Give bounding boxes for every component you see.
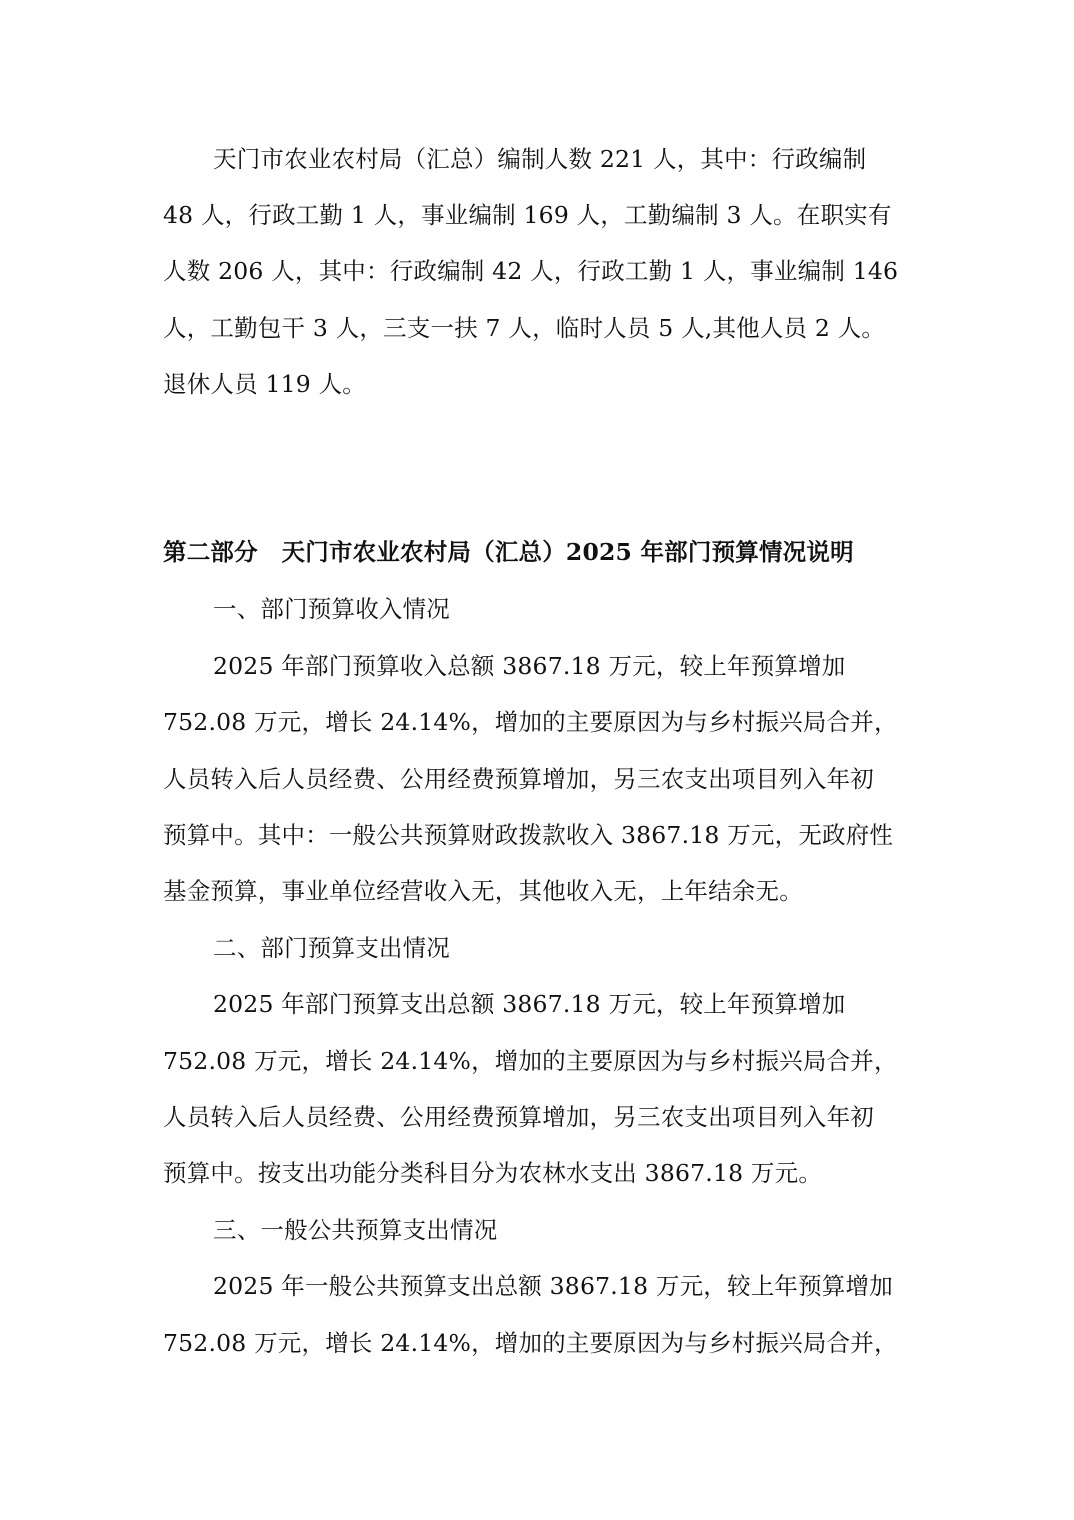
intro-line-5: 退休人员 119 人。 — [163, 370, 366, 398]
section2-line-3: 人员转入后人员经费、公用经费预算增加，另三农支出项目列入年初 — [163, 1103, 874, 1131]
section3-line-1: 2025 年一般公共预算支出总额 3867.18 万元，较上年预算增加 — [213, 1272, 893, 1300]
section1-line-1: 2025 年部门预算收入总额 3867.18 万元，较上年预算增加 — [213, 652, 846, 680]
intro-line-2: 48 人，行政工勤 1 人，事业编制 169 人，工勤编制 3 人。在职实有 — [163, 201, 892, 229]
intro-line-4: 人，工勤包干 3 人，三支一扶 7 人，临时人员 5 人,其他人员 2 人。 — [163, 314, 886, 342]
section1-line-4: 预算中。其中：一般公共预算财政拨款收入 3867.18 万元，无政府性 — [163, 821, 894, 849]
section2-line-2: 752.08 万元，增长 24.14%，增加的主要原因为与乡村振兴局合并， — [163, 1047, 898, 1075]
section3-line-2: 752.08 万元，增长 24.14%，增加的主要原因为与乡村振兴局合并， — [163, 1329, 898, 1357]
intro-line-3: 人数 206 人，其中：行政编制 42 人，行政工勤 1 人，事业编制 146 — [163, 257, 899, 285]
section2-heading: 二、部门预算支出情况 — [213, 934, 450, 962]
section2-line-1: 2025 年部门预算支出总额 3867.18 万元，较上年预算增加 — [213, 990, 846, 1018]
section1-line-3: 人员转入后人员经费、公用经费预算增加，另三农支出项目列入年初 — [163, 765, 874, 793]
section1-heading: 一、部门预算收入情况 — [213, 595, 450, 623]
section1-line-2: 752.08 万元，增长 24.14%，增加的主要原因为与乡村振兴局合并， — [163, 708, 898, 736]
section3-heading: 三、一般公共预算支出情况 — [213, 1216, 498, 1244]
intro-line-1: 天门市农业农村局（汇总）编制人数 221 人，其中：行政编制 — [213, 145, 867, 173]
part2-title: 第二部分 天门市农业农村局（汇总）2025 年部门预算情况说明 — [163, 538, 854, 566]
section2-line-4: 预算中。按支出功能分类科目分为农林水支出 3867.18 万元。 — [163, 1159, 823, 1187]
section1-line-5: 基金预算，事业单位经营收入无，其他收入无，上年结余无。 — [163, 877, 803, 905]
